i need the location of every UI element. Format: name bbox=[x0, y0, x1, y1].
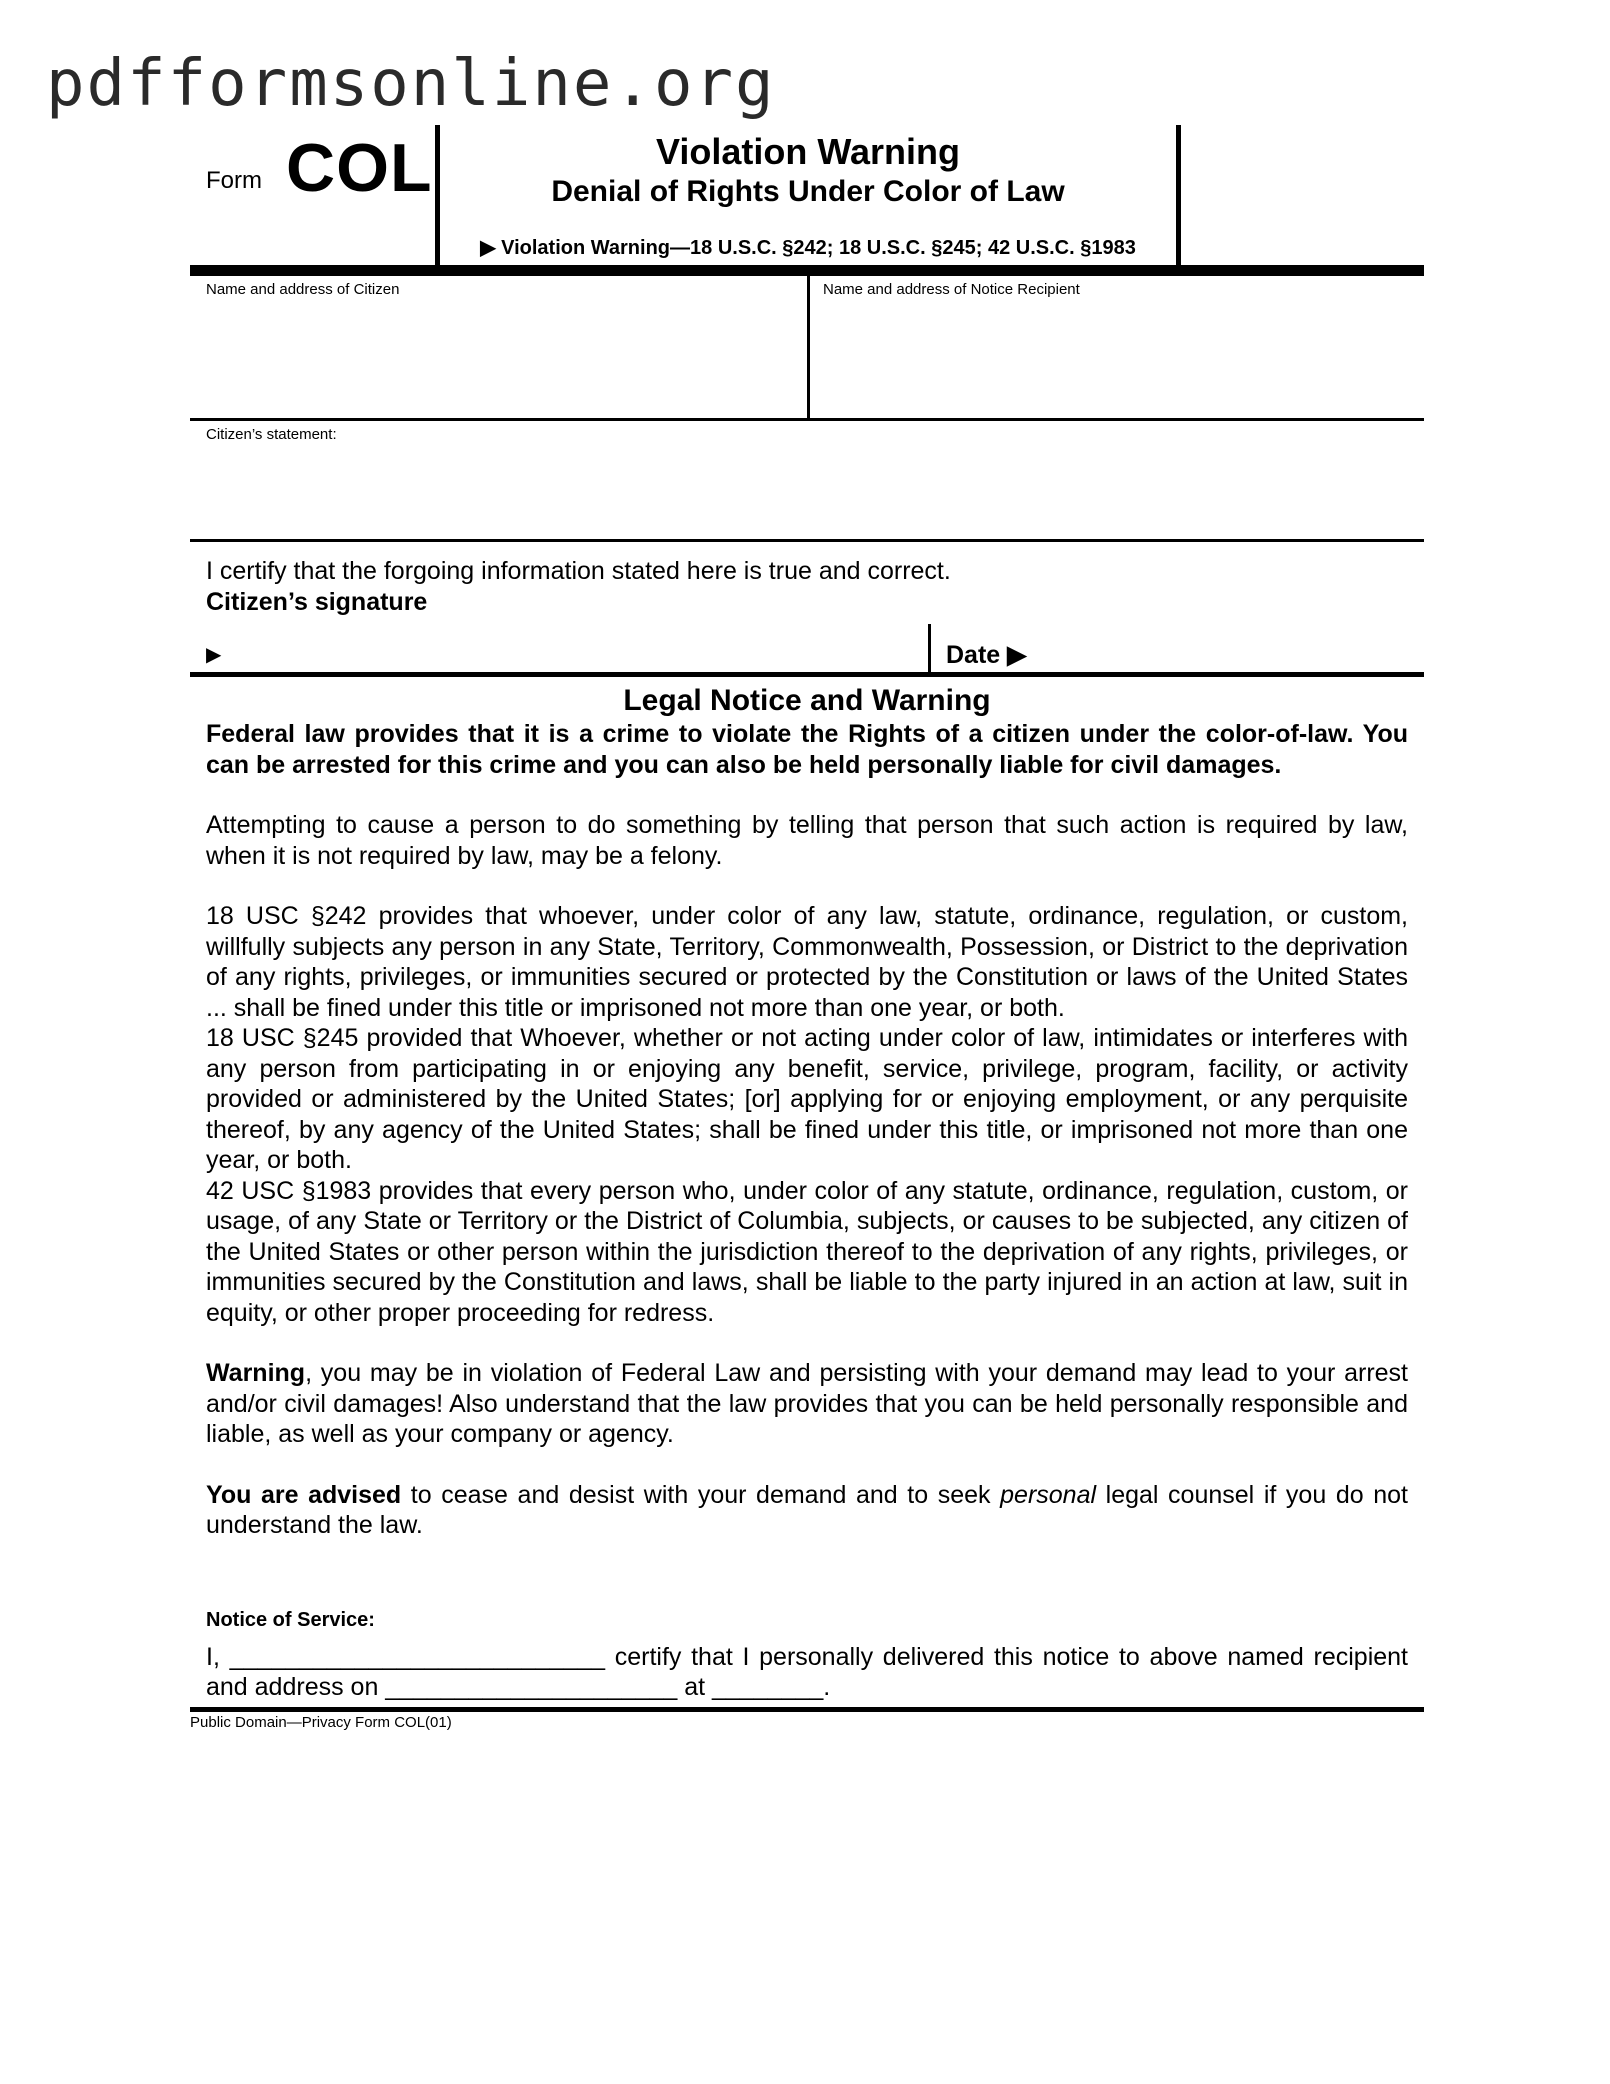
warning-lead: Warning bbox=[206, 1359, 306, 1387]
advised-paragraph bbox=[206, 1480, 1408, 1541]
form-subtitle: Denial of Rights Under Color of Law bbox=[551, 175, 1065, 209]
citizen-statement-label: Citizen’s statement: bbox=[206, 426, 337, 443]
certification-section bbox=[190, 542, 1424, 677]
header-divider-right bbox=[1176, 125, 1181, 265]
form-title: Violation Warning bbox=[656, 131, 960, 172]
watermark: pdfformsonline.org bbox=[46, 47, 776, 121]
advised-lead: You are advised bbox=[206, 1480, 402, 1509]
legal-title: Legal Notice and Warning bbox=[623, 684, 991, 717]
recipient-name-address-field[interactable]: Name and address of Notice Recipient bbox=[823, 281, 1080, 298]
bottom-rule bbox=[190, 1707, 1424, 1712]
service-start: I, bbox=[206, 1642, 230, 1671]
advised-emphasis: personal bbox=[1000, 1480, 1097, 1509]
service-name-blank[interactable]: ___________________________ bbox=[229, 1642, 606, 1671]
advised-text-end: legal counsel if you do not understand the law. bbox=[206, 1480, 1408, 1539]
warning-paragraph bbox=[206, 1358, 1408, 1450]
usc-245-paragraph: 18 USC §245 provided that Whoever, whether or not acting under color of law, intimidates or interferes with any person from participating in or enjoying any benefit, service, privilege, program, facility, or activity provided or administered by the United States; [or] applying for or enjoying employment, or any perquisite thereof, by any agency of the United States; shall be fined under this title, or imprisoned not more than one year, or both. bbox=[206, 1024, 1408, 1174]
citizen-name-address-field[interactable]: Name and address of Citizen bbox=[206, 281, 400, 298]
service-mid: certify that I personally delivered this notice to above named recipient and address on bbox=[206, 1642, 1408, 1701]
certification-statement: I certify that the forgoing information stated here is true and correct. bbox=[206, 557, 951, 585]
warning-text: , you may be in violation of Federal Law and persisting with your demand may lead to your arrest and/or civil damages! Also understand that the law provides that you can be held personally responsible and liable, as well as your company or agency. bbox=[206, 1359, 1408, 1448]
notice-of-service-label: Notice of Service: bbox=[206, 1608, 375, 1631]
service-date-blank[interactable]: _____________________ bbox=[385, 1673, 678, 1701]
name-row-divider bbox=[807, 276, 810, 418]
name-address-row bbox=[190, 276, 1424, 421]
legal-intro: Federal law provides that it is a crime to violate the Rights of a citizen under the color-of-law. You can be arrested for this crime and you can also be held personally liable for civil damages. bbox=[206, 720, 1408, 779]
usc-1983-paragraph: 42 USC §1983 provides that every person who, under color of any statute, ordinance, regulation, custom, or usage, of any State or Territory or the District of Columbia, subjects, or causes to be subjected, any citizen of the United States or other person within the jurisdiction thereof to the deprivation of any rights, privileges, or immunities secured by the Constitution and laws, shall be liable to the party injured in an action at law, suit in equity, or other proper proceeding for redress. bbox=[206, 1176, 1408, 1327]
header-rule bbox=[190, 265, 1424, 276]
title-block bbox=[440, 131, 1176, 211]
certification-text bbox=[206, 556, 951, 617]
service-at: at bbox=[677, 1673, 713, 1701]
legal-paragraph-1: Attempting to cause a person to do something by telling that person that such action is required by law, when it is not required by law, may be a felony. bbox=[206, 811, 1408, 870]
signature-label: Citizen’s signature bbox=[206, 587, 428, 616]
citizen-statement-field[interactable] bbox=[190, 421, 1424, 542]
date-field[interactable]: Date ▶ bbox=[946, 641, 1027, 669]
signature-date-divider bbox=[928, 624, 931, 672]
form-col bbox=[190, 125, 1424, 1731]
notice-of-service-text bbox=[206, 1642, 1408, 1703]
form-citation: ▶ Violation Warning—18 U.S.C. §242; 18 U.S.C. §245; 42 U.S.C. §1983 bbox=[480, 237, 1136, 259]
form-footer: Public Domain—Privacy Form COL(01) bbox=[190, 1713, 452, 1731]
usc-242-paragraph: 18 USC §242 provides that whoever, under color of any law, statute, ordinance, regulation, or custom, willfully subjects any person in any State, Territory, Commonwealth, Possession, or District to the deprivation of any rights, privileges, or immunities secured or protected by the Constitution or laws of the United States ... shall be fined under this title or imprisoned not more than one year, or both. bbox=[206, 902, 1408, 1022]
service-end: . bbox=[823, 1673, 831, 1701]
form-header bbox=[190, 125, 1424, 265]
form-label: Form bbox=[206, 167, 262, 194]
service-time-blank[interactable]: ________ bbox=[712, 1673, 824, 1701]
advised-text: to cease and desist with your demand and to seek bbox=[401, 1480, 1001, 1509]
legal-notice bbox=[190, 683, 1424, 1703]
form-code: COL bbox=[286, 130, 433, 206]
signature-field[interactable]: ▶ bbox=[206, 644, 222, 666]
